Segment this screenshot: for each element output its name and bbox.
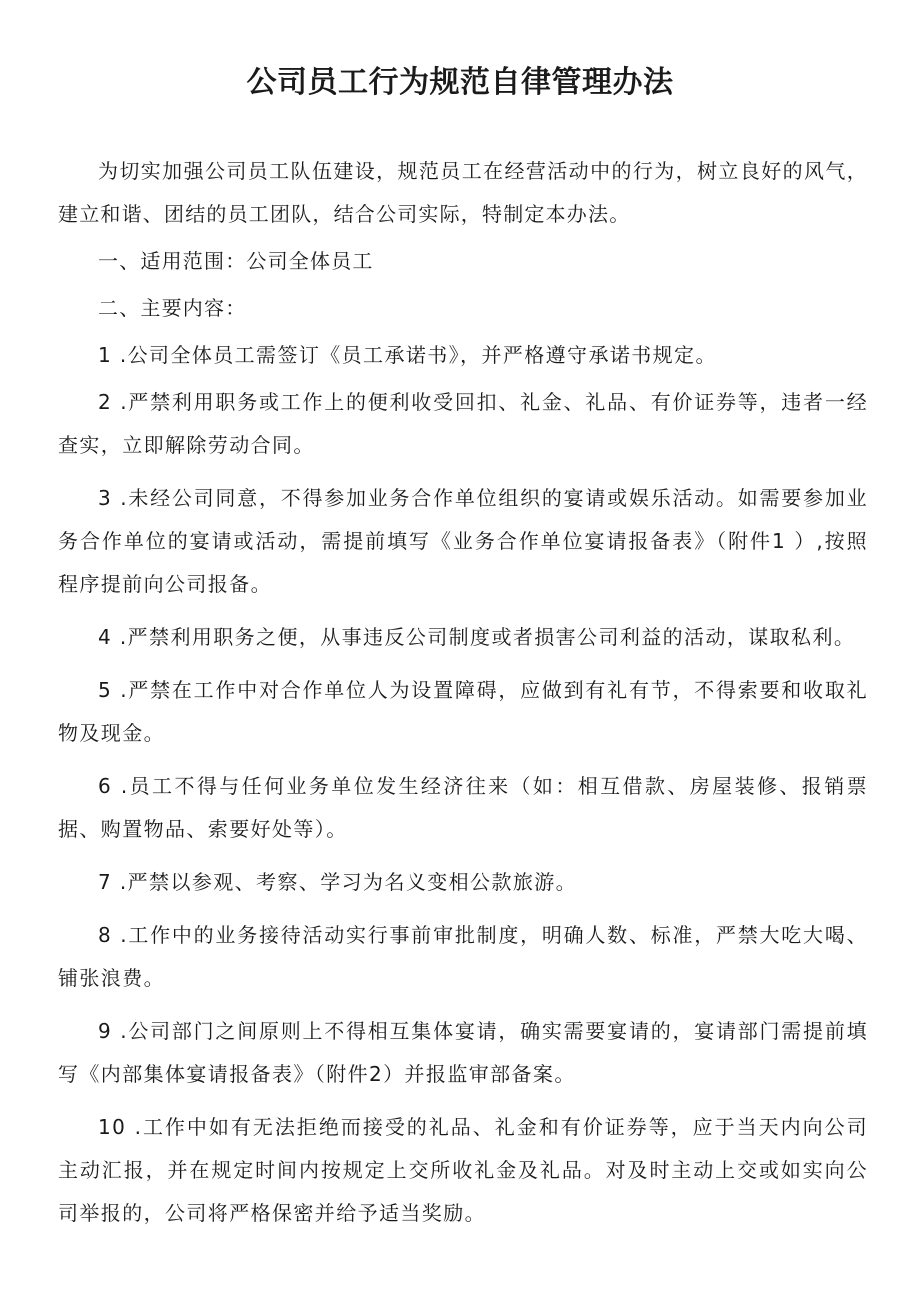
document-body — [58, 150, 868, 1245]
intro-paragraph: 为切实加强公司员工队伍建设，规范员工在经营活动中的行为，树立良好的风气，建立和谐、团结的员工团队，结合公司实际，特制定本办法。 — [58, 159, 868, 226]
document-title: 公司员工行为规范自律管理办法 — [246, 65, 674, 100]
list-item-6: 6 .员工不得与任何业务单位发生经济往来（如：相互借款、房屋装修、报销票据、购置物品、索要好处等）。 — [58, 774, 868, 841]
list-item-3: 3 .未经公司同意，不得参加业务合作单位组织的宴请或娱乐活动。如需要参加业务合作单位的宴请或活动，需提前填写《业务合作单位宴请报备表》（附件1 ）,按照程序提前向公司报备。 — [58, 486, 868, 596]
list-item-9: 9 .公司部门之间原则上不得相互集体宴请，确实需要宴请的，宴请部门需提前填写《内部集体宴请报备表》（附件2）并报监审部备案。 — [58, 1019, 868, 1086]
list-item-7: 7 .严禁以参观、考察、学习为名义变相公款旅游。 — [98, 870, 578, 894]
list-item-10: 10 .工作中如有无法拒绝而接受的礼品、礼金和有价证券等，应于当天内向公司主动汇报，并在规定时间内按规定上交所收礼金及礼品。对及时主动上交或如实向公司举报的，公司将严格保密并给予适当奖励。 — [58, 1115, 868, 1225]
section-content-heading: 二、主要内容： — [98, 296, 247, 320]
section-scope: 一、适用范围：公司全体员工 — [98, 249, 374, 273]
list-item-4: 4 .严禁利用职务之便，从事违反公司制度或者损害公司利益的活动，谋取私利。 — [98, 625, 856, 649]
list-item-2: 2 .严禁利用职务或工作上的便利收受回扣、礼金、礼品、有价证券等，违者一经查实，立即解除劳动合同。 — [58, 390, 868, 457]
list-item-1: 1 .公司全体员工需签订《员工承诺书》，并严格遵守承诺书规定。 — [98, 343, 717, 367]
list-item-5: 5 .严禁在工作中对合作单位人为设置障碍，应做到有礼有节，不得索要和收取礼物及现金。 — [58, 678, 868, 745]
list-item-8: 8 .工作中的业务接待活动实行事前审批制度，明确人数、标准，严禁大吃大喝、铺张浪费。 — [58, 923, 868, 990]
